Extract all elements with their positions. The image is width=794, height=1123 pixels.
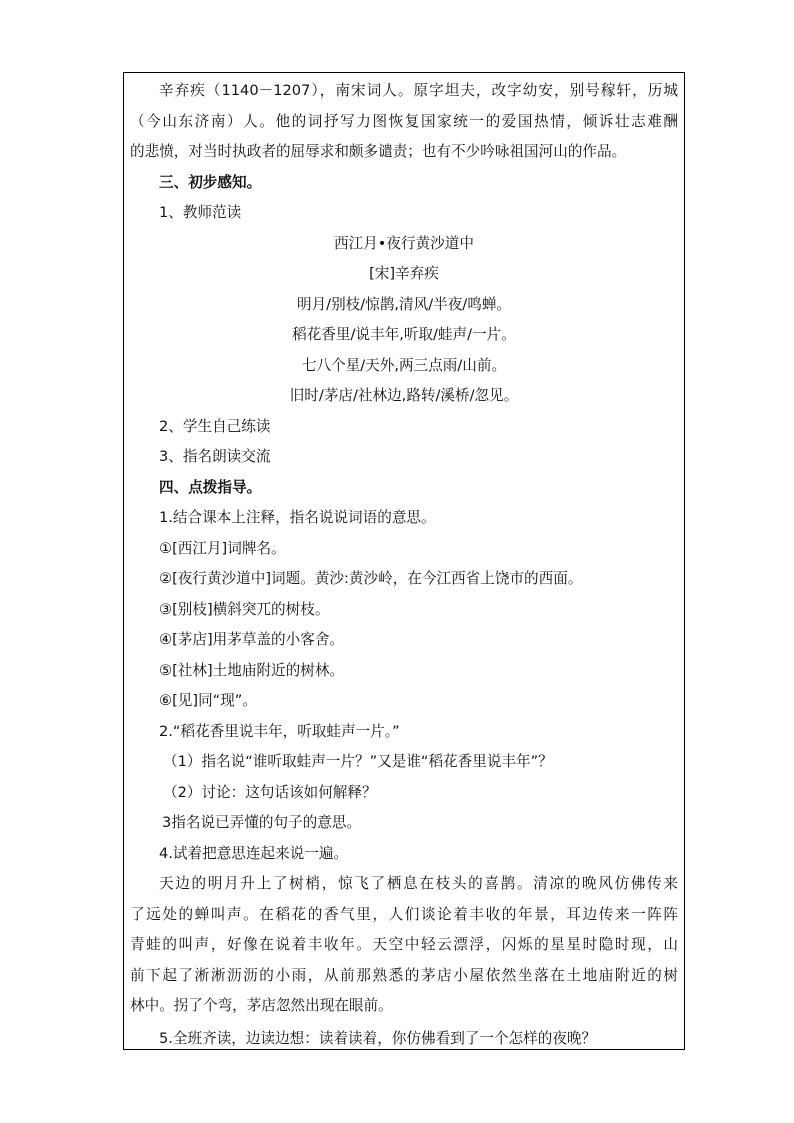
step-1: 1、教师范读 xyxy=(159,204,242,221)
item-2-sub-2: （2）讨论：这句话该如何解释？ xyxy=(163,783,377,801)
item-1: 1.结合课本上注释，指名说说词语的意思。 xyxy=(159,509,436,526)
intro-line-2: （今山东济南）人。他的词抒写力图恢复国家统一的爱国热情，倾诉壮志难酬 xyxy=(130,112,678,130)
paragraph-line-1: 天边的明月升上了树梢，惊飞了栖息在枝头的喜鹊。清凉的晚风仿佛传来 xyxy=(159,875,678,892)
poem-line-3: 七八个星/天外,两三点雨/山前。 xyxy=(301,356,507,374)
item-2-sub-1: （1）指名说“谁听取蛙声一片？”又是谁“稻花香里说丰年”？ xyxy=(163,753,553,770)
step-2: 2、学生自己练读 xyxy=(159,417,271,435)
paragraph-line-5: 林中。拐了个弯，茅店忽然出现在眼前。 xyxy=(130,997,393,1014)
poem-block xyxy=(130,229,678,412)
paragraph-line-4: 前下起了淅淅沥沥的小雨，从前那熟悉的茅店小屋依然坐落在土地庙附近的树 xyxy=(130,966,678,984)
intro-line-1: 辛弃疾（1140－1207），南宋词人。原字坦夫，改字幼安，别号稼轩，历城 xyxy=(159,82,678,99)
poem-title: 西江月•夜行黄沙道中 xyxy=(334,234,474,252)
poem-line-2: 稻花香里/说丰年,听取/蛙声/一片。 xyxy=(292,326,516,343)
item-5: 5.全班齐读，边读边想：读着读着，你仿佛看到了一个怎样的夜晚？ xyxy=(159,1030,597,1047)
step-3: 3、指名朗读交流 xyxy=(159,448,271,465)
note-6: ⑥[见]同“现”。 xyxy=(159,692,257,709)
item-3: 3指名说已弄懂的句子的意思。 xyxy=(162,814,362,831)
section-4-heading: 四、点拨指导。 xyxy=(159,478,262,496)
note-5: ⑤[社林]土地庙附近的树林。 xyxy=(159,661,345,679)
note-4: ④[茅店]用茅草盖的小客舍。 xyxy=(159,631,345,648)
note-3: ③[别枝]横斜突兀的树枝。 xyxy=(159,600,330,618)
section-3-heading: 三、初步感知。 xyxy=(159,173,262,191)
note-1: ①[西江月]词牌名。 xyxy=(159,539,286,557)
poem-line-4: 旧时/茅店/社林边,路转/溪桥/忽见。 xyxy=(289,387,519,404)
note-2: ②[夜行黄沙道中]词题。黄沙:黄沙岭，在今江西省上饶市的西面。 xyxy=(159,570,583,587)
item-4: 4.试着把意思连起来说一遍。 xyxy=(159,844,349,862)
item-2: 2.“稻花香里说丰年，听取蛙声一片。” xyxy=(159,722,400,740)
poem-author: [宋]辛弃疾 xyxy=(369,265,439,282)
paragraph-line-2: 了远处的蝉叫声。在稻花的香气里，人们谈论着丰收的年景，耳边传来一阵阵 xyxy=(130,905,678,923)
intro-line-3: 的悲愤，对当时执政者的屈辱求和颇多谴责；也有不少吟咏祖国河山的作品。 xyxy=(130,143,627,160)
lesson-content xyxy=(130,76,678,1022)
poem-line-1: 明月/别枝/惊鹊,清风/半夜/鸣蝉。 xyxy=(296,295,512,313)
paragraph-line-3: 青蛙的叫声，好像在说着丰收年。天空中轻云漂浮，闪烁的星星时隐时现，山 xyxy=(130,936,678,953)
